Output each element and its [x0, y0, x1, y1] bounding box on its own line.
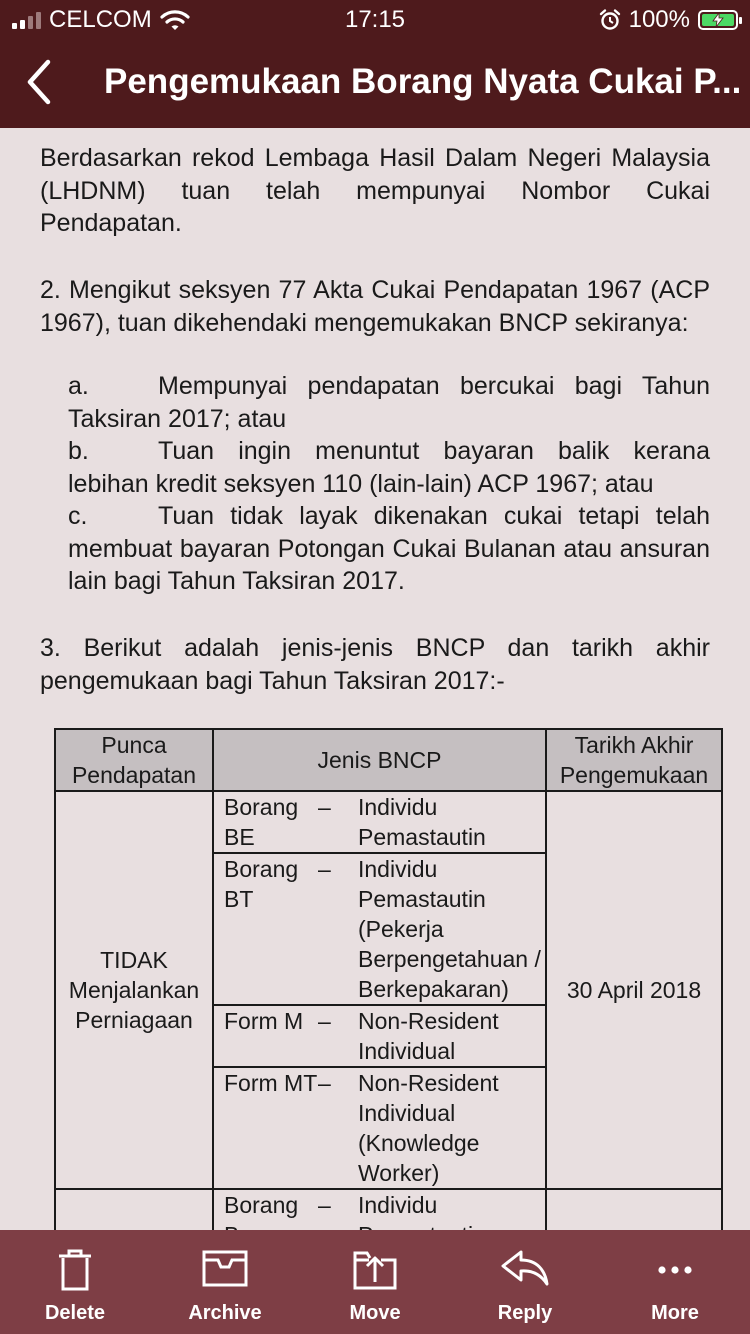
archive-label: Archive	[188, 1302, 262, 1324]
clock: 17:15	[344, 6, 406, 33]
punca-cell: TIDAK Menjalankan Perniagaan	[55, 791, 213, 1189]
list-item-text: Tuan tidak layak dikenakan cukai tetapi telah membuat bayaran Potongan Cukai Bulanan atau ansuran lain bagi Tahun Taksiran 2017.	[68, 502, 710, 595]
alarm-icon	[599, 9, 621, 31]
dash: –	[318, 1192, 331, 1218]
header-punca: Punca Pendapatan	[55, 729, 213, 791]
page-title: Pengemukaan Borang Nyata Cukai P...	[104, 62, 742, 101]
list-item-label: a.	[68, 372, 89, 400]
form-code: Form MT	[224, 1070, 318, 1096]
table-header-row	[55, 729, 722, 791]
paragraph-1: Berdasarkan rekod Lembaga Hasil Dalam Negeri Malaysia (LHDNM) tuan telah mempunyai Nombor Cukai Pendapatan.	[40, 144, 710, 237]
jenis-cell	[213, 853, 546, 1005]
list-item-text: Tuan ingin menuntut bayaran balik kerana lebihan kredit seksyen 110 (lain-lain) ACP 1967; atau	[68, 437, 710, 498]
header-tarikh: Tarikh Akhir Pengemukaan	[546, 729, 722, 791]
form-desc: Individu Pemastautin (Pekerja Berpengetahuan / Berkepakaran)	[358, 856, 541, 1002]
delete-button[interactable]	[0, 1230, 150, 1334]
dash: –	[318, 1070, 331, 1096]
move-label: Move	[349, 1302, 401, 1324]
dash: –	[318, 794, 331, 820]
archive-icon	[201, 1248, 249, 1288]
table-row	[55, 791, 722, 853]
reply-icon	[499, 1248, 551, 1288]
list-item-label: b.	[68, 437, 89, 465]
status-bar	[0, 0, 750, 40]
status-right	[599, 6, 738, 34]
paragraph-2: 2. Mengikut seksyen 77 Akta Cukai Pendapatan 1967 (ACP 1967), tuan dikehendaki mengemukakan BNCP sekiranya:	[40, 276, 710, 337]
nav-header	[0, 40, 750, 128]
battery-charging-icon	[698, 10, 738, 30]
form-desc: Individu Pemastautin	[358, 794, 486, 850]
jenis-cell	[213, 1005, 546, 1067]
trash-icon	[55, 1248, 95, 1292]
more-button[interactable]	[600, 1230, 750, 1334]
jenis-cell	[213, 1067, 546, 1189]
move-folder-icon	[351, 1248, 399, 1292]
form-code: Borang	[224, 1192, 299, 1218]
tarikh-cell: 30 April 2018	[546, 791, 722, 1189]
form-code: Borang BT	[224, 856, 299, 912]
dash: –	[318, 1008, 331, 1034]
archive-button[interactable]	[150, 1230, 300, 1334]
reply-label: Reply	[497, 1302, 553, 1324]
list-item	[68, 435, 710, 500]
form-desc: Non-Resident Individual	[358, 1008, 499, 1064]
form-code: Borang BE	[224, 794, 299, 850]
jenis-cell	[213, 791, 546, 853]
paragraph-3: 3. Berikut adalah jenis-jenis BNCP dan tarikh akhir pengemukaan bagi Tahun Taksiran 2017:-	[40, 634, 710, 695]
delete-label: Delete	[44, 1302, 106, 1324]
list-item-text: Mempunyai pendapatan bercukai bagi Tahun Taksiran 2017; atau	[68, 372, 710, 433]
back-button[interactable]	[22, 54, 62, 110]
battery-percent: 100%	[628, 6, 690, 33]
list-item	[68, 500, 710, 598]
form-code: Form M	[224, 1008, 304, 1034]
header-jenis: Jenis BNCP	[213, 729, 546, 791]
bncp-table	[54, 728, 723, 1252]
dash: –	[318, 856, 331, 882]
reply-button[interactable]	[450, 1230, 600, 1334]
chevron-left-icon	[22, 54, 62, 110]
move-button[interactable]	[300, 1230, 450, 1334]
carrier-name: CELCOM	[49, 6, 152, 33]
message-body[interactable]	[0, 128, 750, 1230]
more-label: More	[651, 1302, 699, 1324]
more-icon	[655, 1248, 695, 1288]
bottom-toolbar	[0, 1230, 750, 1334]
form-desc: Individu	[358, 1192, 438, 1218]
list-item-label: c.	[68, 502, 88, 530]
list-item	[68, 370, 710, 435]
form-desc: Non-Resident Individual (Knowledge Worker)	[358, 1070, 499, 1186]
condition-list	[68, 370, 710, 598]
